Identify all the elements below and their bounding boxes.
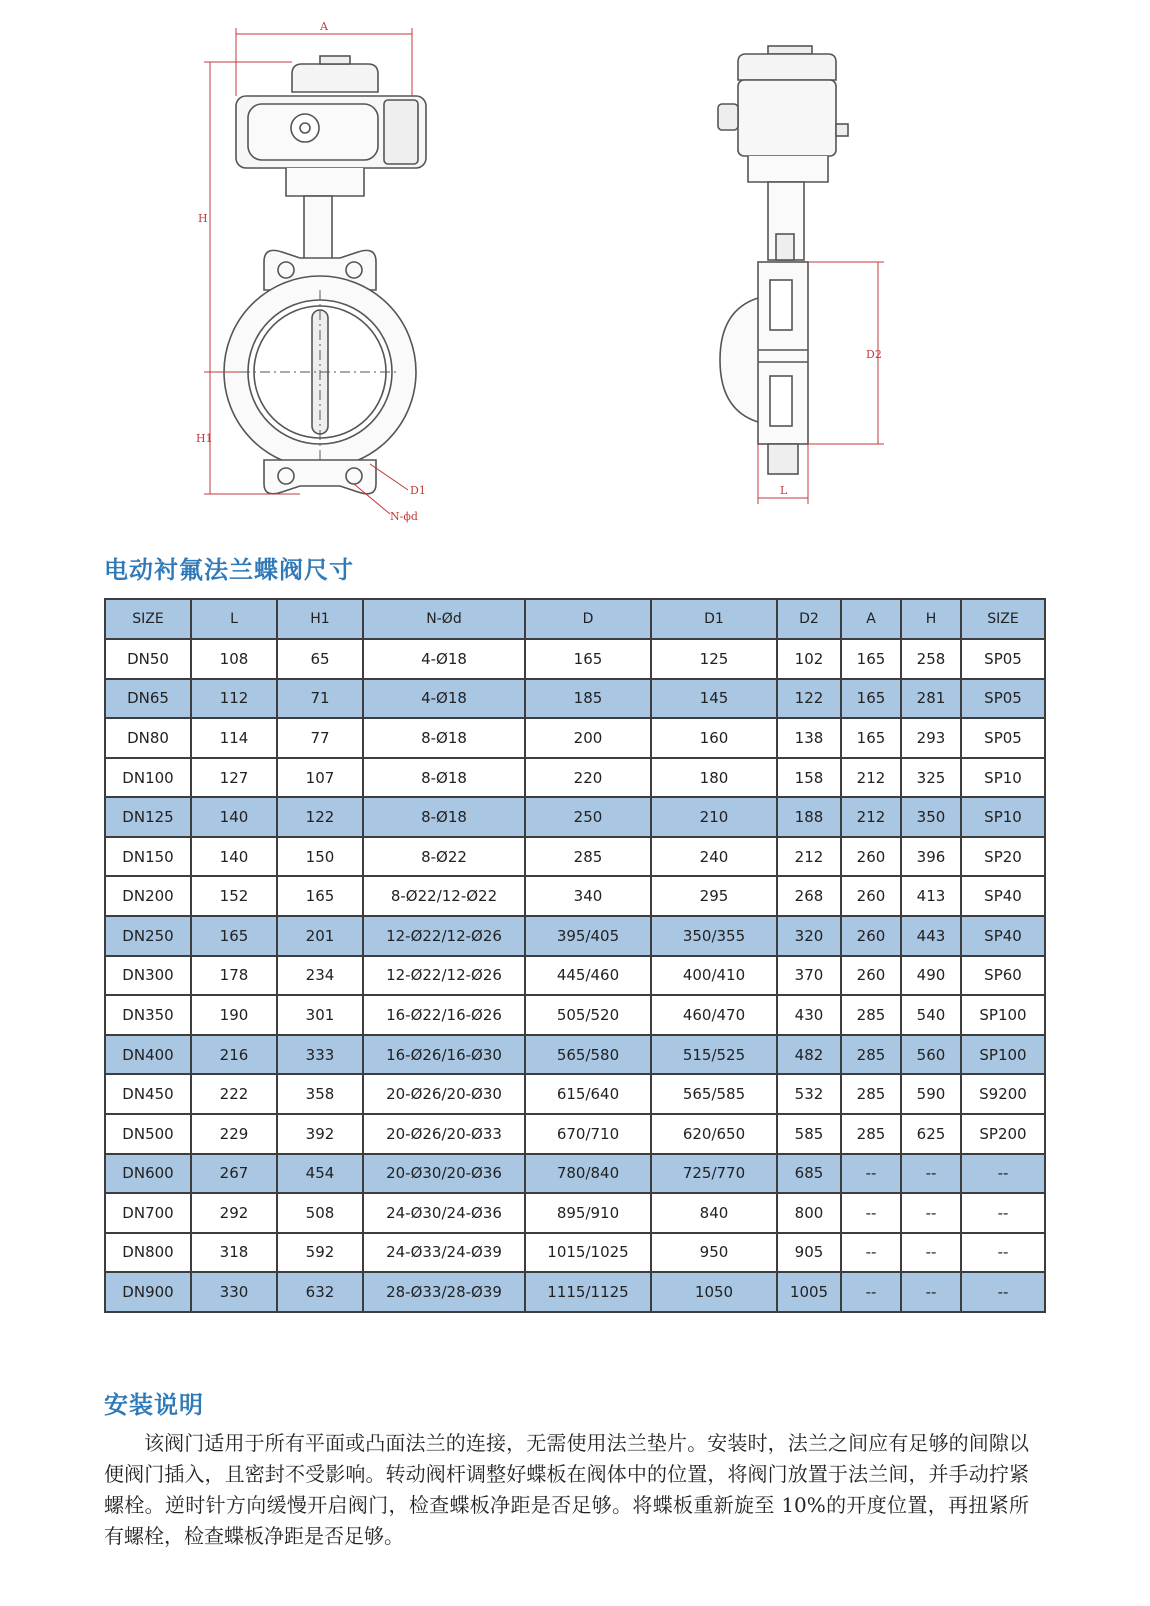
table-cell: 8-Ø18 [363,797,525,837]
table-cell: 212 [777,837,841,877]
table-cell: 140 [191,797,277,837]
table-cell: -- [961,1193,1045,1233]
table-cell: 165 [277,876,363,916]
dim-label-nd: N-ϕd [390,510,418,523]
table-cell: 260 [841,916,901,956]
table-cell: -- [901,1154,961,1194]
table-cell: 392 [277,1114,363,1154]
table-row [105,1114,1045,1154]
table-cell: -- [841,1154,901,1194]
table-cell: 725/770 [651,1154,777,1194]
table-cell: 685 [777,1154,841,1194]
table-cell: 560 [901,1035,961,1075]
table-row [105,1154,1045,1194]
table-cell: DN400 [105,1035,191,1075]
column-header: SIZE [961,599,1045,639]
dim-label-a: A [320,20,328,33]
column-header: D1 [651,599,777,639]
column-header: H [901,599,961,639]
table-cell: 12-Ø22/12-Ø26 [363,956,525,996]
table-cell: 8-Ø22/12-Ø22 [363,876,525,916]
table-cell: 240 [651,837,777,877]
table-cell: 895/910 [525,1193,651,1233]
table-cell: 1015/1025 [525,1233,651,1273]
table-cell: 350 [901,797,961,837]
table-cell: SP40 [961,916,1045,956]
table-cell: 295 [651,876,777,916]
table-cell: -- [901,1193,961,1233]
table-cell: -- [961,1154,1045,1194]
table-body [105,639,1045,1312]
table-cell: -- [961,1272,1045,1312]
table-cell: DN600 [105,1154,191,1194]
table-cell: 285 [841,1074,901,1114]
table-cell: 24-Ø33/24-Ø39 [363,1233,525,1273]
table-cell: 396 [901,837,961,877]
table-cell: 138 [777,718,841,758]
table-cell: 285 [841,1114,901,1154]
table-row [105,718,1045,758]
table-row [105,1233,1045,1273]
table-cell: 188 [777,797,841,837]
column-header: D2 [777,599,841,639]
table-cell: 12-Ø22/12-Ø26 [363,916,525,956]
table-row [105,758,1045,798]
table-cell: 590 [901,1074,961,1114]
table-cell: 165 [841,718,901,758]
table-cell: 200 [525,718,651,758]
table-cell: 400/410 [651,956,777,996]
table-cell: 318 [191,1233,277,1273]
table-cell: 515/525 [651,1035,777,1075]
valve-technical-drawing [0,0,1150,540]
table-cell: SP60 [961,956,1045,996]
table-cell: 65 [277,639,363,679]
table-cell: 260 [841,876,901,916]
table-cell: 1050 [651,1272,777,1312]
table-cell: 165 [191,916,277,956]
table-cell: 950 [651,1233,777,1273]
table-cell: DN350 [105,995,191,1035]
table-cell: -- [841,1193,901,1233]
table-cell: 212 [841,797,901,837]
table-cell: 140 [191,837,277,877]
table-cell: 358 [277,1074,363,1114]
table-cell: 24-Ø30/24-Ø36 [363,1193,525,1233]
column-header: SIZE [105,599,191,639]
table-cell: 293 [901,718,961,758]
table-cell: 615/640 [525,1074,651,1114]
table-cell: 114 [191,718,277,758]
table-cell: 71 [277,679,363,719]
table-cell: 320 [777,916,841,956]
table-cell: DN150 [105,837,191,877]
table-cell: 445/460 [525,956,651,996]
table-cell: 77 [277,718,363,758]
table-cell: 16-Ø22/16-Ø26 [363,995,525,1035]
table-cell: 285 [525,837,651,877]
dim-label-h1: H1 [196,432,213,445]
column-header: A [841,599,901,639]
table-cell: 585 [777,1114,841,1154]
table-row [105,876,1045,916]
table-cell: 482 [777,1035,841,1075]
table-cell: 620/650 [651,1114,777,1154]
table-cell: 16-Ø26/16-Ø30 [363,1035,525,1075]
table-cell: 212 [841,758,901,798]
table-cell: 267 [191,1154,277,1194]
table-cell: 1115/1125 [525,1272,651,1312]
table-row [105,679,1045,719]
table-cell: 532 [777,1074,841,1114]
table-cell: SP05 [961,639,1045,679]
table-cell: 160 [651,718,777,758]
table-row [105,837,1045,877]
column-header: H1 [277,599,363,639]
table-cell: 800 [777,1193,841,1233]
table-row [105,995,1045,1035]
table-cell: 125 [651,639,777,679]
table-cell: S9200 [961,1074,1045,1114]
table-cell: 180 [651,758,777,798]
table-cell: 592 [277,1233,363,1273]
install-instructions: 该阀门适用于所有平面或凸面法兰的连接，无需使用法兰垫片。安装时，法兰之间应有足够的间隙以便阀门插入，且密封不受影响。转动阀杆调整好蝶板在阀体中的位置，将阀门放置于法兰间，并手动拧紧螺栓。逆时针方向缓慢开启阀门，检查蝶板净距是否足够。将蝶板重新旋至 10%的开度位置，再扭紧所有螺栓，检查蝶板净距是否足够。 [104,1431,1029,1548]
table-row [105,797,1045,837]
dim-label-l: L [780,484,788,497]
table-cell: 201 [277,916,363,956]
table-cell: 220 [525,758,651,798]
table-cell: 216 [191,1035,277,1075]
table-cell: SP40 [961,876,1045,916]
table-cell: 670/710 [525,1114,651,1154]
table-cell: 301 [277,995,363,1035]
table-cell: DN50 [105,639,191,679]
table-cell: DN65 [105,679,191,719]
table-cell: 443 [901,916,961,956]
table-cell: 292 [191,1193,277,1233]
table-cell: 395/405 [525,916,651,956]
table-cell: DN500 [105,1114,191,1154]
table-cell: 4-Ø18 [363,639,525,679]
table-cell: DN300 [105,956,191,996]
table-cell: 8-Ø18 [363,718,525,758]
table-row [105,1074,1045,1114]
table-cell: 250 [525,797,651,837]
table-cell: 330 [191,1272,277,1312]
table-cell: 905 [777,1233,841,1273]
table-cell: 460/470 [651,995,777,1035]
table-cell: DN450 [105,1074,191,1114]
column-header: N-Ød [363,599,525,639]
table-cell: 20-Ø26/20-Ø33 [363,1114,525,1154]
table-cell: 229 [191,1114,277,1154]
table-cell: 145 [651,679,777,719]
table-row [105,639,1045,679]
table-cell: DN80 [105,718,191,758]
table-cell: 165 [525,639,651,679]
table-cell: SP200 [961,1114,1045,1154]
table-cell: 107 [277,758,363,798]
table-cell: SP10 [961,758,1045,798]
table-cell: 28-Ø33/28-Ø39 [363,1272,525,1312]
table-cell: 333 [277,1035,363,1075]
table-cell: DN200 [105,876,191,916]
table-cell: DN100 [105,758,191,798]
table-cell: 102 [777,639,841,679]
table-cell: 840 [651,1193,777,1233]
table-row [105,956,1045,996]
table-cell: 780/840 [525,1154,651,1194]
table-cell: 505/520 [525,995,651,1035]
table-cell: 268 [777,876,841,916]
table-cell: 490 [901,956,961,996]
table-row [105,1035,1045,1075]
table-cell: 413 [901,876,961,916]
table-cell: 430 [777,995,841,1035]
table-cell: 122 [277,797,363,837]
table-cell: SP100 [961,1035,1045,1075]
table-cell: 222 [191,1074,277,1114]
table-cell: 565/580 [525,1035,651,1075]
table-cell: 127 [191,758,277,798]
table-cell: 185 [525,679,651,719]
table-cell: 108 [191,639,277,679]
table-cell: SP20 [961,837,1045,877]
table-row [105,916,1045,956]
table-cell: 210 [651,797,777,837]
table-cell: SP05 [961,679,1045,719]
table-cell: 260 [841,956,901,996]
table-cell: 1005 [777,1272,841,1312]
table-cell: SP100 [961,995,1045,1035]
table-cell: 8-Ø18 [363,758,525,798]
table-cell: SP05 [961,718,1045,758]
install-section-title: 安装说明 [104,1391,204,1419]
table-cell: 370 [777,956,841,996]
table-cell: 234 [277,956,363,996]
dim-label-d2: D2 [866,348,882,361]
dimension-table [104,598,1046,1313]
column-header: D [525,599,651,639]
spec-section-title: 电动衬氟法兰蝶阀尺寸 [104,556,354,584]
table-cell: SP10 [961,797,1045,837]
table-row [105,1193,1045,1233]
table-cell: -- [901,1233,961,1273]
table-cell: 178 [191,956,277,996]
table-cell: 165 [841,679,901,719]
table-cell: -- [961,1233,1045,1273]
table-cell: 632 [277,1272,363,1312]
table-cell: -- [841,1272,901,1312]
table-cell: 258 [901,639,961,679]
table-cell: 540 [901,995,961,1035]
table-header-row [105,599,1045,639]
table-cell: 158 [777,758,841,798]
dim-label-h: H [198,212,208,225]
table-cell: 325 [901,758,961,798]
table-cell: 285 [841,995,901,1035]
table-cell: 350/355 [651,916,777,956]
table-cell: 8-Ø22 [363,837,525,877]
table-cell: DN250 [105,916,191,956]
table-cell: 150 [277,837,363,877]
table-cell: 508 [277,1193,363,1233]
table-cell: -- [841,1233,901,1273]
table-cell: 625 [901,1114,961,1154]
table-cell: DN700 [105,1193,191,1233]
table-cell: 340 [525,876,651,916]
table-cell: 260 [841,837,901,877]
table-cell: -- [901,1272,961,1312]
table-cell: 20-Ø30/20-Ø36 [363,1154,525,1194]
table-cell: 112 [191,679,277,719]
table-cell: 122 [777,679,841,719]
table-cell: DN800 [105,1233,191,1273]
dim-label-d1: D1 [410,484,426,497]
table-cell: 454 [277,1154,363,1194]
table-cell: 565/585 [651,1074,777,1114]
table-cell: 190 [191,995,277,1035]
table-cell: DN900 [105,1272,191,1312]
table-cell: 4-Ø18 [363,679,525,719]
table-cell: 285 [841,1035,901,1075]
column-header: L [191,599,277,639]
table-cell: 281 [901,679,961,719]
table-cell: 20-Ø26/20-Ø30 [363,1074,525,1114]
table-cell: DN125 [105,797,191,837]
table-cell: 152 [191,876,277,916]
table-cell: 165 [841,639,901,679]
table-row [105,1272,1045,1312]
